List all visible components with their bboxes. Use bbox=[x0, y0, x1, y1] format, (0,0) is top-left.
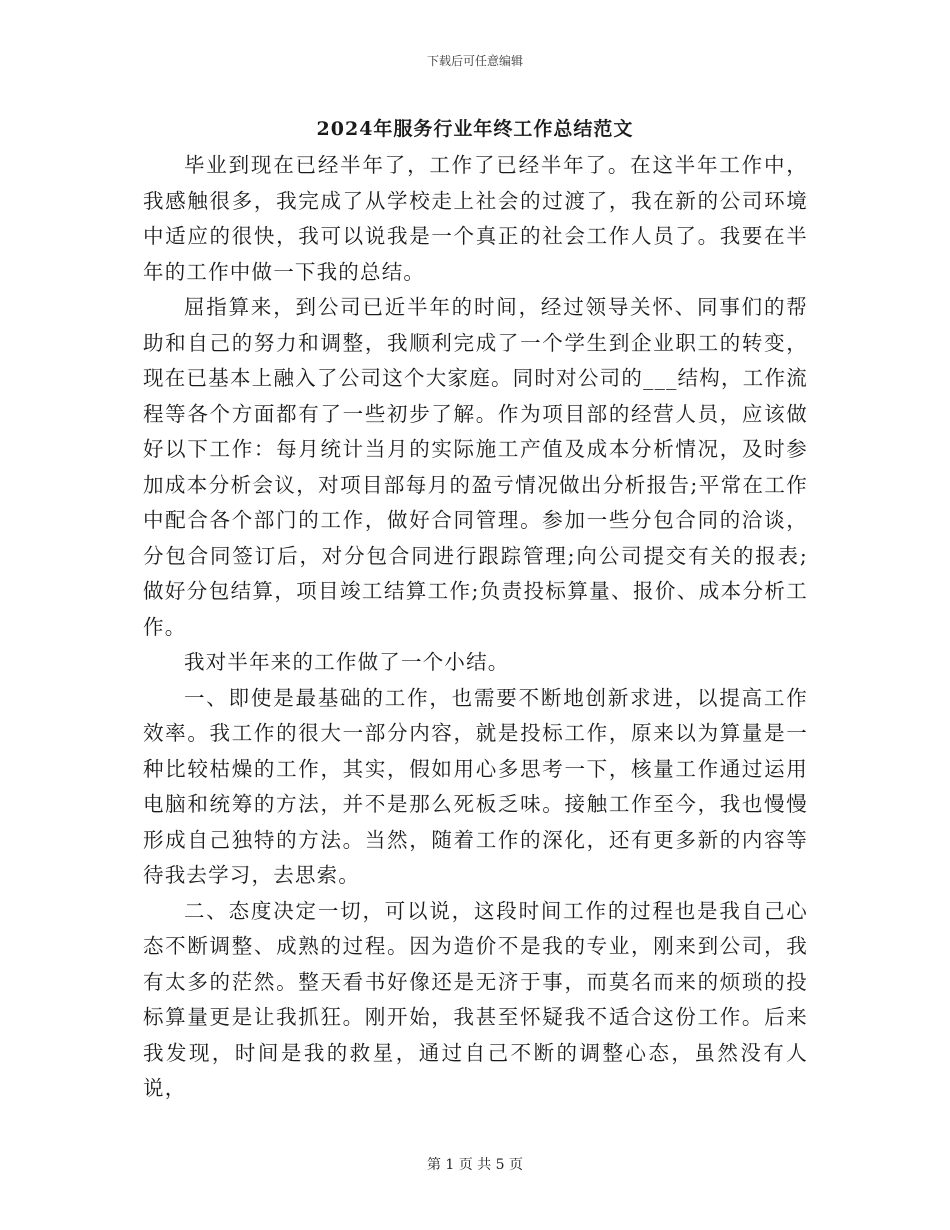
paragraph: 我对半年来的工作做了一个小结。 bbox=[184, 650, 510, 674]
header-note: 下载后可任意编辑 bbox=[426, 54, 523, 68]
document-title: 2024年服务行业年终工作总结范文 bbox=[316, 118, 634, 140]
paragraph: 屈指算来，到公司已近半年的时间，经过领导关怀、同事们的帮助和自己的努力和调整，我顺利完成了一个学生到企业职工的转变，现在已基本上融入了公司这个大家庭。同时对公司的___结构，工作流程等各个方面都有了一些初步了解。作为项目部的经营人员，应该做好以下工作：每月统计当月的实际施工产值及成本分析情况，及时参加成本分析会议，对项目部每月的盈亏情况做出分析报告;平常在工作中配合各个部门的工作，做好合同管理。参加一些分包合同的洽谈，分包合同签订后，对分包合同进行跟踪管理;向公司提交有关的报表;做好分包结算，项目竣工结算工作;负责投标算量、报价、成本分析工作。 bbox=[143, 295, 808, 639]
paragraph: 毕业到现在已经半年了，工作了已经半年了。在这半年工作中，我感触很多，我完成了从学校走上社会的过渡了，我在新的公司环境中适应的很快，我可以说我是一个真正的社会工作人员了。我要在半年的工作中做一下我的总结。 bbox=[143, 153, 808, 284]
page-indicator: 第 1 页 共 5 页 bbox=[426, 1157, 524, 1173]
paragraph: 二、态度决定一切，可以说，这段时间工作的过程也是我自己心态不断调整、成熟的过程。因为造价不是我的专业，刚来到公司，我有太多的茫然。整天看书好像还是无济于事，而莫名而来的烦琐的投标算量更是让我抓狂。刚开始，我甚至怀疑我不适合这份工作。后来我发现，时间是我的救星，通过自己不断的调整心态，虽然没有人说， bbox=[143, 898, 808, 1100]
paragraph: 一、即使是最基础的工作，也需要不断地创新求进，以提高工作效率。我工作的很大一部分内容，就是投标工作，原来以为算量是一种比较枯燥的工作，其实，假如用心多思考一下，核量工作通过运用电脑和统筹的方法，并不是那么死板乏味。接触工作至今，我也慢慢形成自己独特的方法。当然，随着工作的深化，还有更多新的内容等待我去学习，去思索。 bbox=[143, 685, 808, 887]
document-body bbox=[143, 148, 808, 1107]
